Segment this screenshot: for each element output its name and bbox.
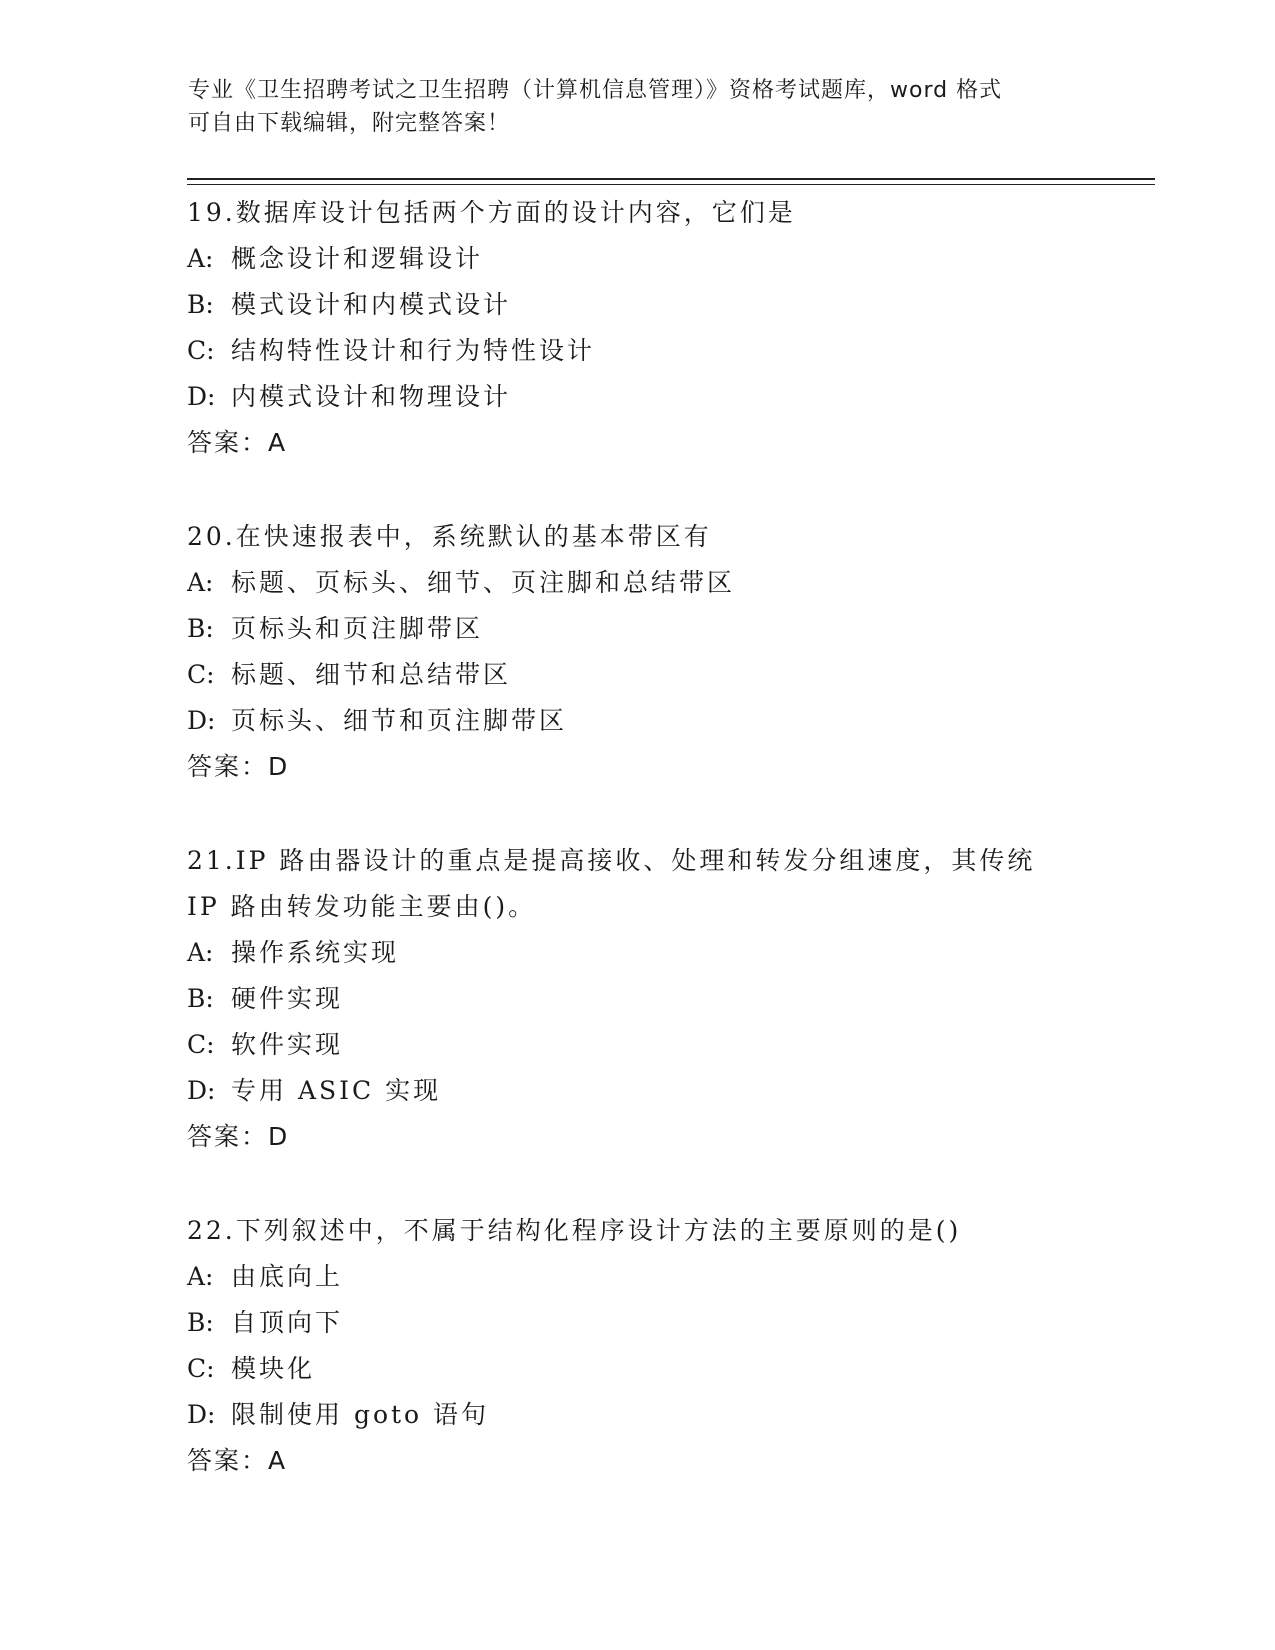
option-label: A: — [187, 938, 214, 967]
option-text: 标题、页标头、细节、页注脚和总结带区 — [231, 568, 736, 597]
option-text: 概念设计和逻辑设计 — [231, 244, 484, 273]
option-b — [187, 1300, 1087, 1346]
question-stem: 21.IP 路由器设计的重点是提高接收、处理和转发分组速度，其传统 IP 路由转发功能主要由()。 — [187, 846, 1036, 921]
option-text: 页标头、细节和页注脚带区 — [231, 706, 568, 735]
option-label: A: — [187, 568, 214, 597]
question-list — [187, 190, 1087, 1532]
option-label: C: — [187, 660, 215, 689]
option-text: 限制使用 goto 语句 — [231, 1400, 490, 1429]
option-label: B: — [187, 984, 214, 1013]
option-text: 自顶向下 — [231, 1308, 344, 1337]
option-c — [187, 652, 1087, 698]
option-label: D: — [187, 706, 216, 735]
option-c — [187, 1022, 1087, 1068]
question-21 — [187, 838, 1087, 1160]
option-label: B: — [187, 290, 214, 319]
question-stem: 22.下列叙述中，不属于结构化程序设计方法的主要原则的是() — [187, 1216, 962, 1245]
option-label: B: — [187, 614, 214, 643]
question-stem: 20.在快速报表中，系统默认的基本带区有 — [187, 522, 712, 551]
question-20 — [187, 514, 1087, 790]
option-label: C: — [187, 336, 215, 365]
option-c — [187, 1346, 1087, 1392]
option-a — [187, 236, 1087, 282]
option-text: 软件实现 — [231, 1030, 344, 1059]
option-label: D: — [187, 1400, 216, 1429]
option-a — [187, 1254, 1087, 1300]
option-a — [187, 930, 1087, 976]
option-text: 模块化 — [231, 1354, 316, 1383]
option-b — [187, 976, 1087, 1022]
option-b — [187, 282, 1087, 328]
option-d — [187, 1068, 1087, 1114]
header-line-2: 可自由下载编辑，附完整答案！ — [188, 111, 511, 136]
option-label: C: — [187, 1354, 215, 1383]
option-a — [187, 560, 1087, 606]
option-text: 由底向上 — [231, 1262, 344, 1291]
option-label: A: — [187, 244, 214, 273]
option-label: C: — [187, 1030, 215, 1059]
header-divider-thin — [187, 184, 1155, 185]
option-label: D: — [187, 382, 216, 411]
header-divider-thick — [187, 178, 1155, 180]
question-19 — [187, 190, 1087, 466]
option-text: 标题、细节和总结带区 — [231, 660, 512, 689]
option-text: 结构特性设计和行为特性设计 — [231, 336, 596, 365]
option-d — [187, 374, 1087, 420]
document-header — [188, 74, 1088, 140]
option-b — [187, 606, 1087, 652]
option-c — [187, 328, 1087, 374]
question-stem: 19.数据库设计包括两个方面的设计内容，它们是 — [187, 198, 796, 227]
answer-line: 答案：D — [187, 1122, 290, 1151]
answer-line: 答案：A — [187, 1446, 288, 1475]
option-d — [187, 698, 1087, 744]
option-text: 内模式设计和物理设计 — [231, 382, 512, 411]
option-text: 硬件实现 — [231, 984, 344, 1013]
question-22 — [187, 1208, 1087, 1484]
option-text: 页标头和页注脚带区 — [231, 614, 484, 643]
answer-line: 答案：A — [187, 428, 288, 457]
option-text: 专用 ASIC 实现 — [231, 1076, 442, 1105]
header-line-1: 专业《卫生招聘考试之卫生招聘（计算机信息管理）》资格考试题库，word 格式 — [188, 78, 1003, 103]
option-d — [187, 1392, 1087, 1438]
option-label: D: — [187, 1076, 216, 1105]
option-label: A: — [187, 1262, 214, 1291]
option-text: 操作系统实现 — [231, 938, 400, 967]
option-text: 模式设计和内模式设计 — [231, 290, 512, 319]
option-label: B: — [187, 1308, 214, 1337]
answer-line: 答案：D — [187, 752, 290, 781]
